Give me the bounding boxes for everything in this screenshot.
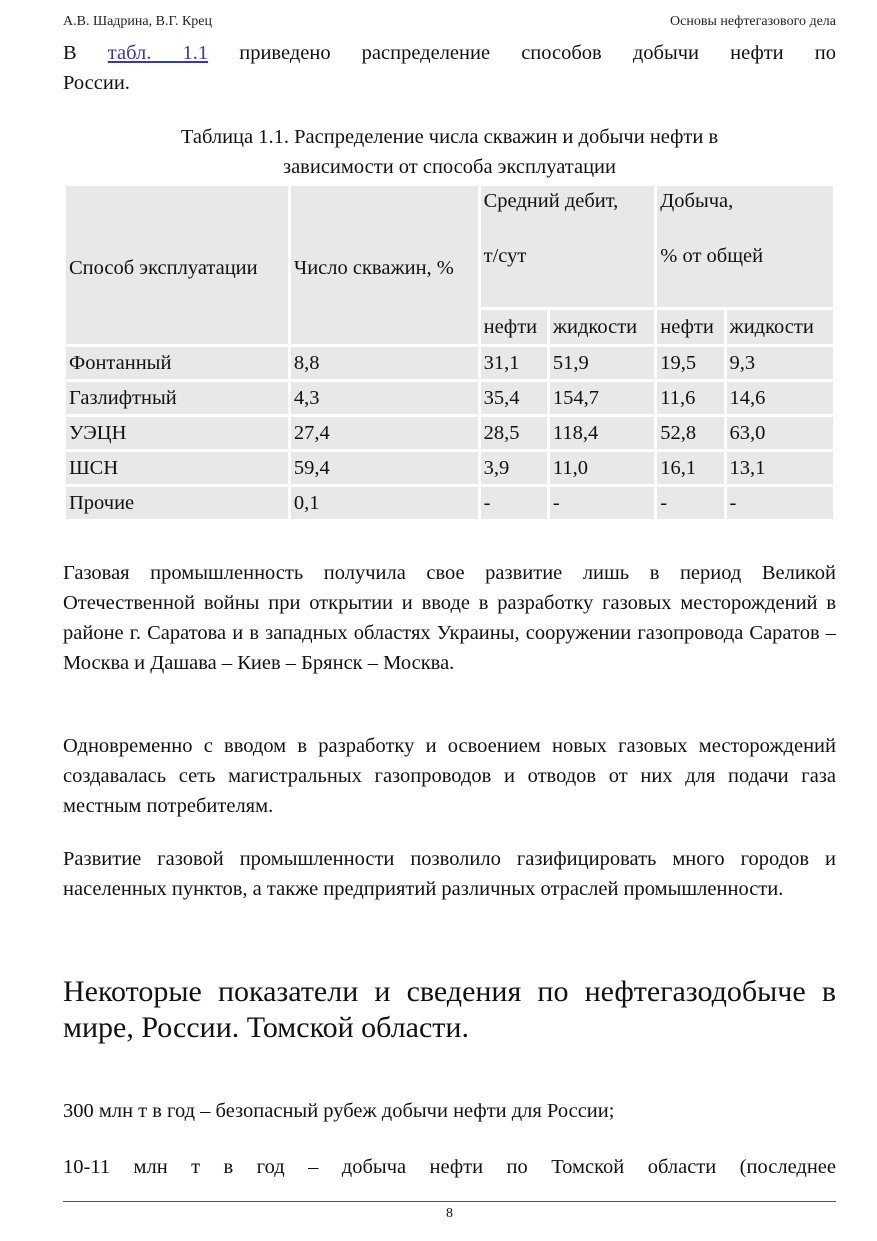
cell-prod-oil: 19,5 [657,347,723,379]
cell-prod-oil: 52,8 [657,417,723,449]
cell-method: Прочие [66,487,288,519]
header-authors: А.В. Шадрина, В.Г. Крец [63,14,213,29]
intro-line-2: России. [63,72,130,94]
table-reference-link[interactable]: табл. 1.1 [107,42,209,64]
running-header [63,14,836,30]
header-avg-rate-line-2: т/сут [483,245,527,267]
cell-method: ШСН [66,452,288,484]
subheader-rate-oil: нефти [481,310,547,344]
page-number: 8 [446,1206,453,1221]
intro-paragraph [63,38,836,98]
cell-wells: 27,4 [291,417,478,449]
cell-prod-liquid: 63,0 [727,417,833,449]
fact-tomsk-oil-text: 10-11 млн т в год – добыча нефти по Томской области (последнее [63,1156,836,1178]
cell-rate-liquid: 51,9 [550,347,654,379]
table-row [66,487,833,519]
table-row [66,347,833,379]
paragraph-gas-industry: Газовая промышленность получила свое развитие лишь в период Великой Отечественной войны при открытии и вводе в разработку газовых месторождений в районе г. Саратова и в западных областях Украины, сооружении газопровода Саратов – Москва и Дашава – Киев – Брянск – Москва. [63,562,836,674]
cell-prod-liquid: 14,6 [727,382,833,414]
subheader-prod-liquid: жидкости [727,310,833,344]
subheader-rate-liquid: жидкости [550,310,654,344]
header-avg-rate-line-1: Средний дебит, [483,190,619,212]
paragraph-gasification: Развитие газовой промышленности позволило газифицировать много городов и населенных пунктов, а также предприятий различных отраслей промышленности. [63,848,836,900]
table-caption [63,122,836,182]
cell-rate-oil: 3,9 [481,452,547,484]
cell-rate-liquid: 118,4 [550,417,654,449]
cell-rate-oil: 31,1 [481,347,547,379]
header-avg-rate [481,186,655,307]
header-production-line-2: % от общей [660,245,764,267]
header-production-line-1: Добыча, [660,190,734,212]
table-row [66,452,833,484]
cell-rate-liquid: 154,7 [550,382,654,414]
table-row [66,417,833,449]
section-heading: Некоторые показатели и сведения по нефтегазодобыче в мире, России. Томской области. [63,975,836,1044]
paragraph-pipelines: Одновременно с вводом в разработку и освоением новых газовых месторождений создавалась сеть магистральных газопроводов и отводов от них для подачи газа местным потребителям. [63,735,836,817]
footer-divider [63,1201,836,1202]
cell-prod-liquid: 9,3 [727,347,833,379]
cell-prod-liquid: 13,1 [727,452,833,484]
cell-wells: 8,8 [291,347,478,379]
table-caption-line-2: зависимости от способа эксплуатации [282,156,616,178]
cell-wells: 4,3 [291,382,478,414]
intro-prefix: В [63,42,108,64]
cell-rate-liquid: 11,0 [550,452,654,484]
cell-prod-oil: 16,1 [657,452,723,484]
fact-russia-oil: 300 млн т в год – безопасный рубеж добычи нефти для России; [63,1100,615,1122]
cell-wells: 0,1 [291,487,478,519]
header-wells: Число скважин, % [291,186,478,344]
cell-rate-oil: 28,5 [481,417,547,449]
header-book-title: Основы нефтегазового дела [670,14,836,29]
cell-rate-oil: - [481,487,547,519]
cell-prod-oil: - [657,487,723,519]
fact-tomsk-oil [63,1152,836,1182]
production-table [63,183,836,522]
cell-prod-oil: 11,6 [657,382,723,414]
cell-rate-liquid: - [550,487,654,519]
intro-line-1 [63,38,836,68]
table-header-row [66,186,833,307]
cell-prod-liquid: - [727,487,833,519]
subheader-prod-oil: нефти [657,310,723,344]
cell-rate-oil: 35,4 [481,382,547,414]
header-method: Способ эксплуатации [66,186,288,344]
header-production [657,186,833,307]
cell-method: Газлифтный [66,382,288,414]
intro-line-1-rest: приведено распределение способов добычи нефти по [208,42,836,64]
cell-method: Фонтанный [66,347,288,379]
cell-method: УЭЦН [66,417,288,449]
cell-wells: 59,4 [291,452,478,484]
table-caption-line-1: Таблица 1.1. Распределение числа скважин и добычи нефти в [180,126,719,148]
table-row [66,382,833,414]
